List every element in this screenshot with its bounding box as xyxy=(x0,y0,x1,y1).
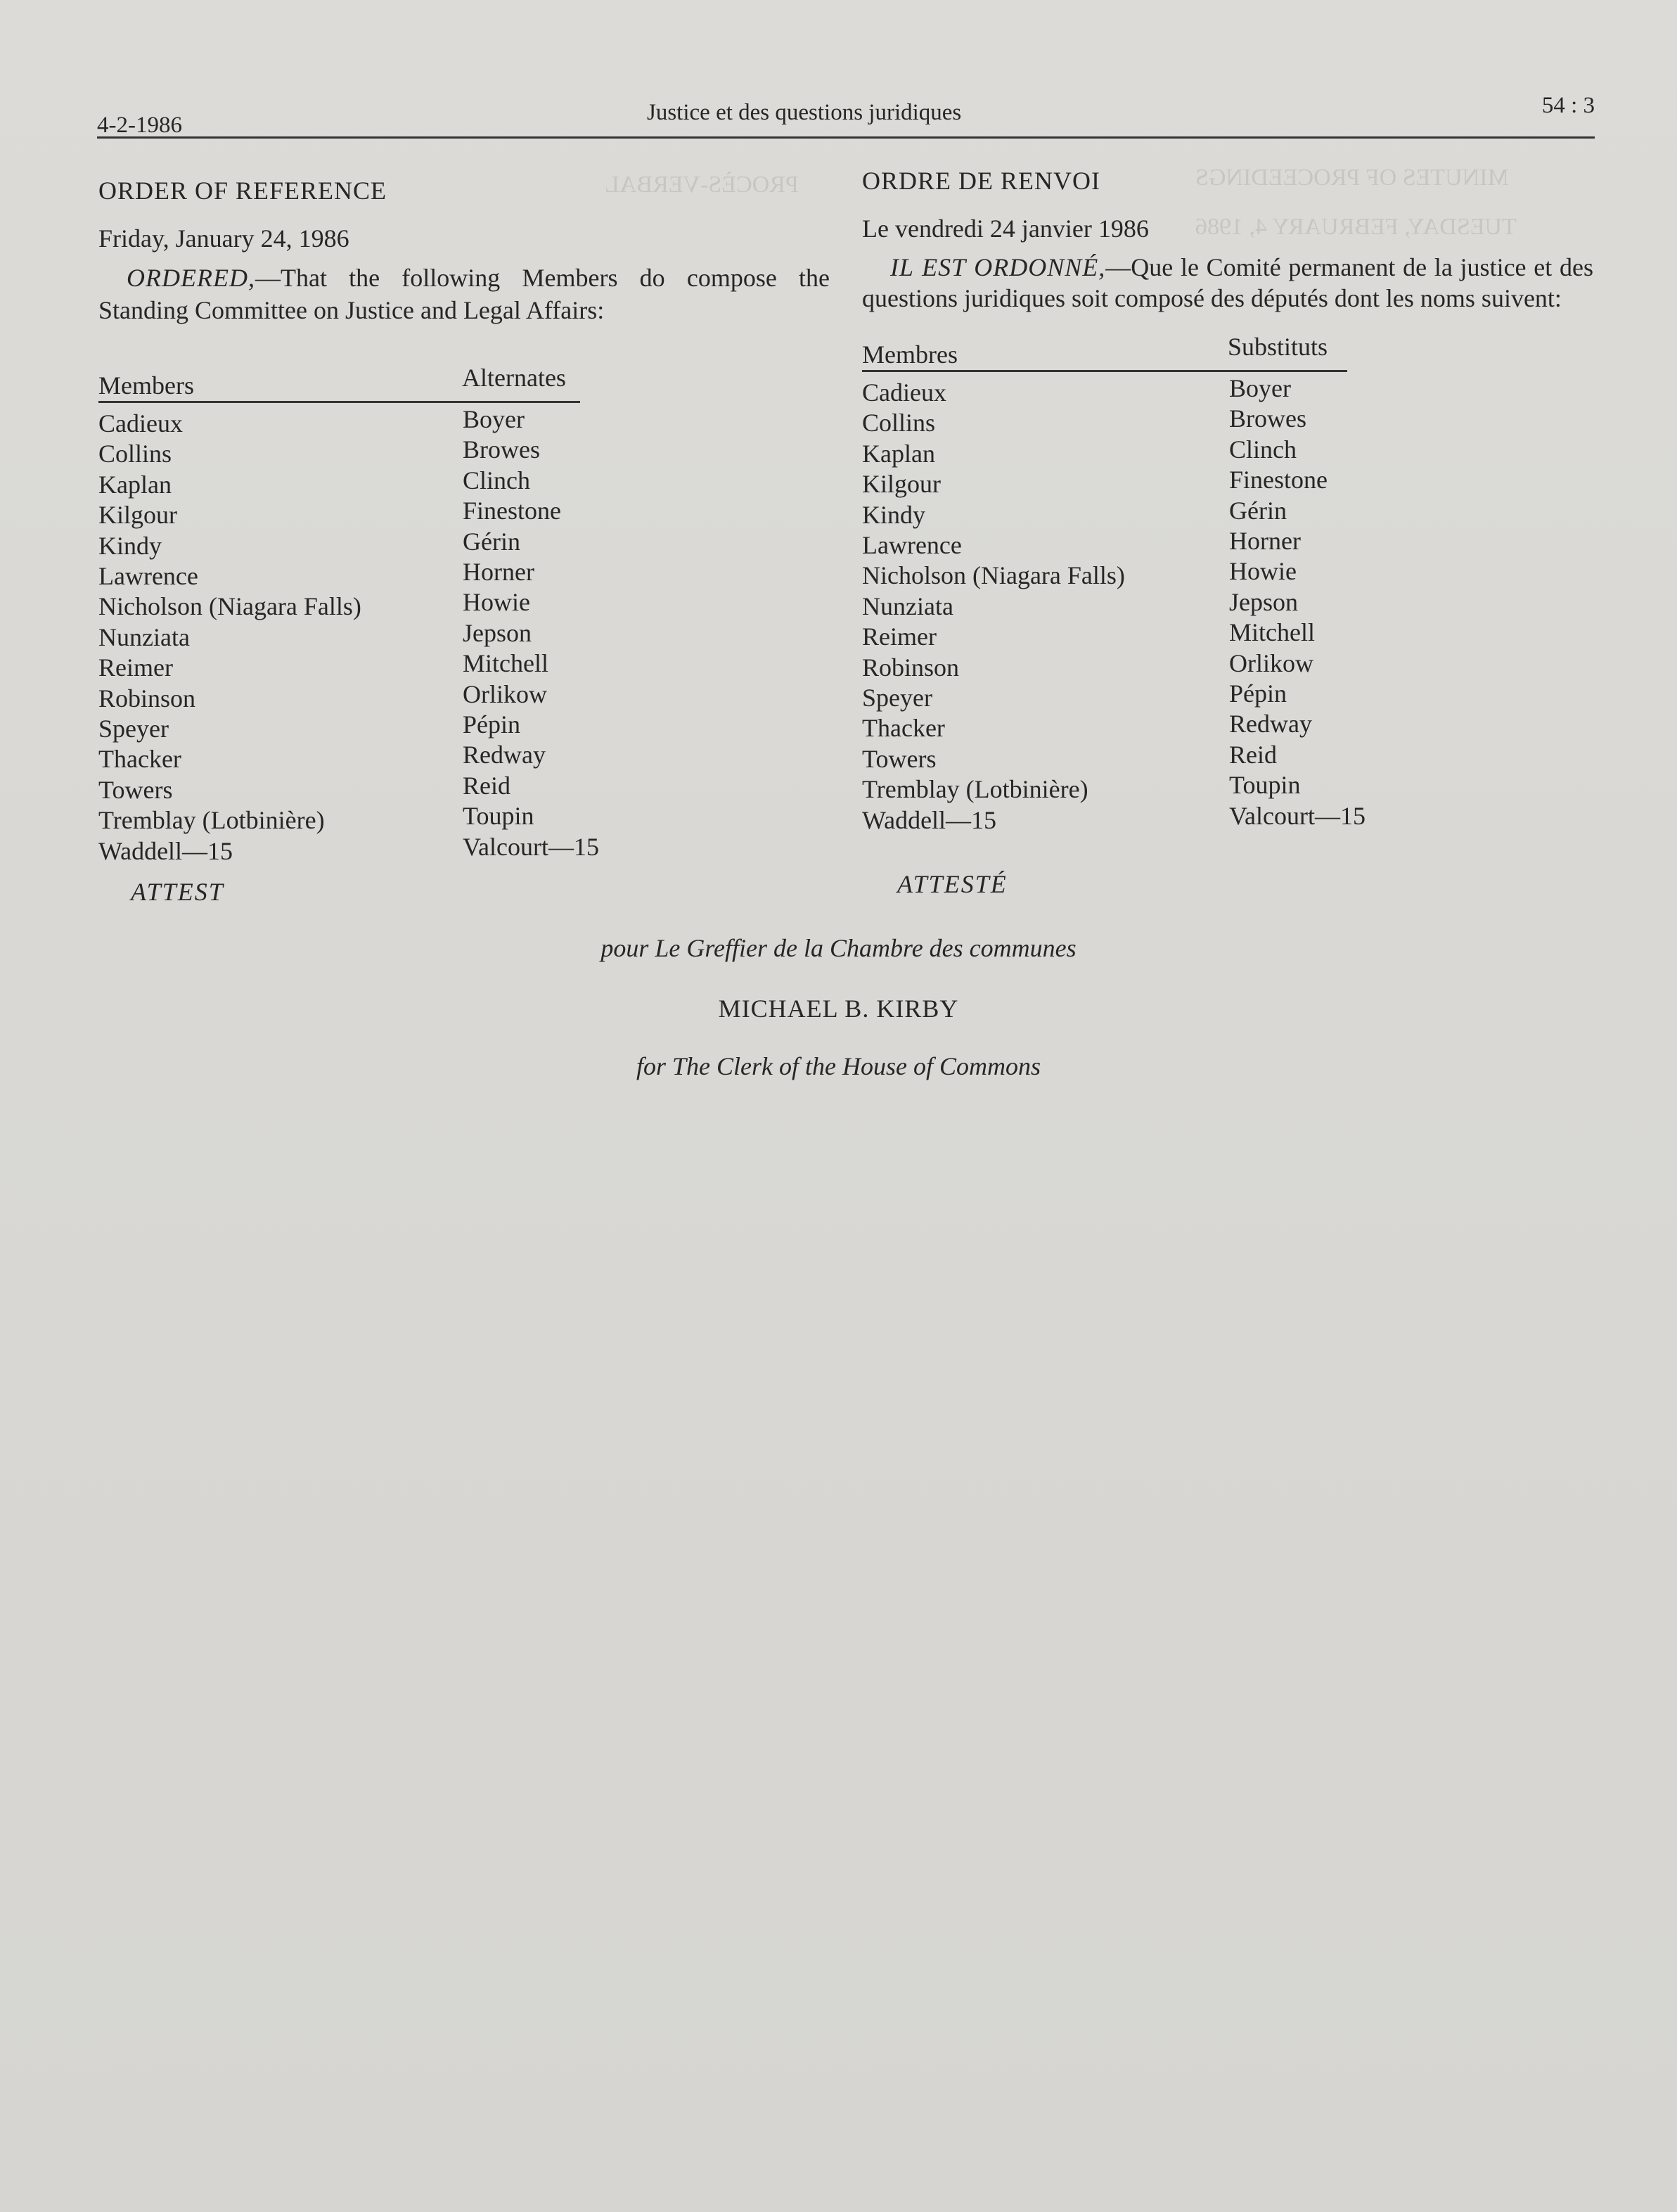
roster-name: Tremblay (Lotbinière) xyxy=(862,775,1088,804)
english-order-lead: ORDERED, xyxy=(127,264,255,292)
roster-name: Lawrence xyxy=(98,562,198,591)
roster-name: Finestone xyxy=(463,497,561,525)
french-members-list xyxy=(862,378,1125,836)
header-date: 4-2-1986 xyxy=(97,113,182,138)
roster-name: Tremblay (Lotbinière) xyxy=(98,806,325,835)
roster-name: Browes xyxy=(463,435,540,464)
roster-name: Kindy xyxy=(98,531,162,560)
english-heading: ORDER OF REFERENCE xyxy=(98,177,387,205)
roster-name: Speyer xyxy=(862,684,932,712)
roster-name: Howie xyxy=(1229,557,1297,586)
roster-name: Orlikow xyxy=(1229,648,1313,677)
roster-name: Waddell—15 xyxy=(98,836,233,865)
header-title: Justice et des questions juridiques xyxy=(647,100,962,125)
roster-name: Jepson xyxy=(1229,587,1298,616)
show-through-text: PROCÈS-VERBAL xyxy=(605,172,799,198)
roster-name: Robinson xyxy=(98,684,196,712)
french-heading: ORDRE DE RENVOI xyxy=(862,167,1100,195)
french-order-lead: IL EST ORDONNÉ, xyxy=(890,253,1106,281)
roster-name: Gérin xyxy=(1229,496,1287,525)
roster-name: Nunziata xyxy=(98,622,190,651)
roster-name: Browes xyxy=(1229,404,1306,433)
roster-name: Pépin xyxy=(1229,679,1287,708)
roster-name: Reid xyxy=(463,771,510,800)
roster-name: Waddell—15 xyxy=(862,805,997,834)
roster-name: Nunziata xyxy=(862,592,953,620)
roster-name: Collins xyxy=(862,409,936,437)
show-through-text: MINUTES OF PROCEEDINGS xyxy=(1195,165,1509,191)
roster-name: Horner xyxy=(1229,527,1301,556)
roster-name: Finestone xyxy=(1229,466,1328,494)
roster-name: Cadieux xyxy=(862,378,946,407)
roster-name: Speyer xyxy=(98,715,169,743)
header-page-number: 54 : 3 xyxy=(1541,93,1595,118)
french-members-label: Membres xyxy=(862,340,958,369)
french-alternates-label: Substituts xyxy=(1228,333,1328,361)
english-roster xyxy=(98,364,830,865)
roster-name: Mitchell xyxy=(463,649,548,678)
roster-name: Toupin xyxy=(1229,771,1301,800)
roster-name: Kilgour xyxy=(862,470,941,499)
roster-name: Kaplan xyxy=(98,470,172,499)
english-members-list xyxy=(98,409,361,867)
roster-name: Boyer xyxy=(1229,374,1291,402)
roster-name: Towers xyxy=(862,744,937,773)
signature-name: MICHAEL B. KIRBY xyxy=(718,995,959,1023)
roster-name: Lawrence xyxy=(862,531,962,560)
roster-name: Pépin xyxy=(463,710,521,739)
roster-name: Jepson xyxy=(463,618,532,647)
roster-name: Kindy xyxy=(862,500,925,529)
french-column xyxy=(862,166,1593,834)
english-roster-header xyxy=(98,364,580,403)
roster-name: Gérin xyxy=(463,527,520,556)
roster-name: Reid xyxy=(1229,740,1277,769)
roster-name: Clinch xyxy=(1229,435,1297,464)
french-order-body: —Que le Comité permanent de la justice et des questions juridiques soit composé des députés dont les noms suivent: xyxy=(862,253,1593,312)
roster-name: Valcourt—15 xyxy=(1229,801,1366,830)
roster-name: Kaplan xyxy=(862,439,935,468)
roster-name: Boyer xyxy=(463,405,525,433)
roster-name: Robinson xyxy=(862,653,960,682)
roster-name: Thacker xyxy=(862,714,945,743)
roster-name: Horner xyxy=(463,558,534,587)
roster-name: Cadieux xyxy=(98,409,183,437)
roster-name: Redway xyxy=(463,741,546,769)
roster-name: Reimer xyxy=(862,622,937,651)
roster-name: Howie xyxy=(463,588,530,617)
french-attest: ATTESTÉ xyxy=(897,870,1008,898)
french-order-text xyxy=(862,252,1593,314)
english-order-body: —That the following Members do compose the Standing Committee on Justice and Legal Affairs: xyxy=(98,264,830,324)
roster-name: Orlikow xyxy=(463,679,547,708)
french-roster xyxy=(862,333,1593,834)
roster-name: Valcourt—15 xyxy=(463,832,599,861)
english-column xyxy=(98,176,830,865)
roster-name: Nicholson (Niagara Falls) xyxy=(98,592,361,621)
english-alternates-list xyxy=(463,404,599,862)
show-through-text: TUESDAY, FEBRUARY 4, 1986 xyxy=(1195,214,1517,240)
roster-name: Reimer xyxy=(98,653,173,682)
roster-name: Towers xyxy=(98,775,173,804)
french-alternates-list xyxy=(1229,373,1366,831)
english-order-text xyxy=(98,262,830,326)
roster-name: Redway xyxy=(1229,710,1312,739)
roster-name: Collins xyxy=(98,440,172,468)
english-alternates-label: Alternates xyxy=(462,364,566,392)
french-date: Le vendredi 24 janvier 1986 xyxy=(862,215,1149,243)
roster-name: Mitchell xyxy=(1229,618,1315,647)
roster-name: Kilgour xyxy=(98,501,177,530)
english-members-label: Members xyxy=(98,371,194,399)
roster-name: Toupin xyxy=(463,802,534,831)
french-roster-header xyxy=(862,333,1347,372)
running-header xyxy=(97,91,1595,139)
english-attest: ATTEST xyxy=(131,878,224,906)
roster-name: Clinch xyxy=(463,466,530,494)
signature-english-line: for The Clerk of the House of Commons xyxy=(636,1052,1041,1080)
signature-french-line: pour Le Greffier de la Chambre des communes xyxy=(600,934,1077,962)
english-date: Friday, January 24, 1986 xyxy=(98,224,349,252)
roster-name: Nicholson (Niagara Falls) xyxy=(862,561,1125,590)
roster-name: Thacker xyxy=(98,745,181,774)
